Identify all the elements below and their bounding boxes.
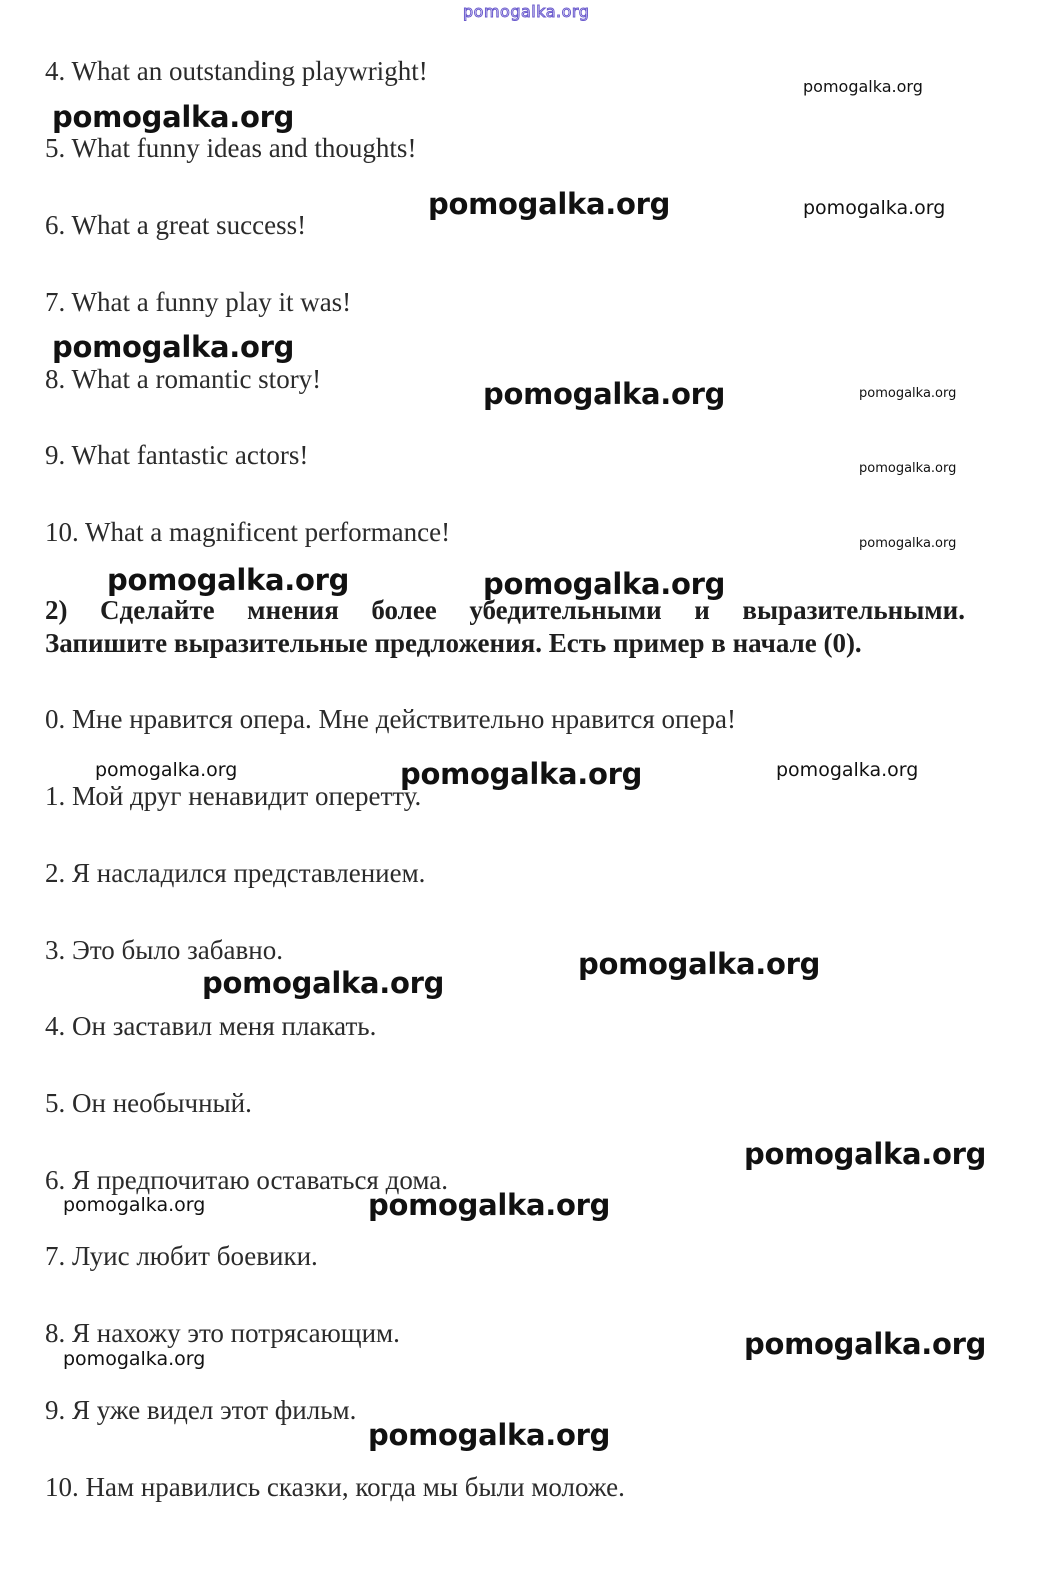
russian-item: 5. Он необычный. [45, 1088, 252, 1118]
example-sentence: 0. Мне нравится опера. Мне действительно нравится опера! [45, 704, 736, 734]
watermark: pomogalka.org [859, 461, 957, 476]
watermark: pomogalka.org [107, 563, 350, 597]
watermark: pomogalka.org [95, 759, 238, 781]
watermark: pomogalka.org [368, 1418, 611, 1452]
english-item: 9. What fantastic actors! [45, 440, 309, 470]
watermark: pomogalka.org [744, 1137, 987, 1171]
watermark: pomogalka.org [483, 567, 726, 601]
watermark: pomogalka.org [52, 330, 295, 364]
watermark: pomogalka.org [428, 187, 671, 221]
watermark: pomogalka.org [400, 757, 643, 791]
task-heading-line1: 2) Сделайте мнения более убедительными и выразительными. [45, 595, 965, 625]
english-item: 4. What an outstanding playwright! [45, 56, 428, 86]
english-item: 5. What funny ideas and thoughts! [45, 133, 417, 163]
russian-item: 8. Я нахожу это потрясающим. [45, 1318, 400, 1348]
russian-item: 7. Луис любит боевики. [45, 1241, 318, 1271]
watermark: pomogalka.org [859, 386, 957, 401]
russian-item: 6. Я предпочитаю оставаться дома. [45, 1165, 448, 1195]
task-heading [45, 594, 965, 660]
watermark: pomogalka.org [63, 1194, 206, 1216]
watermark: pomogalka.org [803, 77, 923, 96]
russian-item: 3. Это было забавно. [45, 935, 283, 965]
watermark: pomogalka.org [63, 1348, 206, 1370]
english-item: 10. What a magnificent performance! [45, 517, 451, 547]
watermark: pomogalka.org [483, 377, 726, 411]
watermark: pomogalka.org [463, 2, 590, 21]
english-item: 6. What a great success! [45, 210, 307, 240]
watermark: pomogalka.org [578, 947, 821, 981]
russian-item: 2. Я насладился представлением. [45, 858, 426, 888]
watermark: pomogalka.org [776, 759, 919, 781]
watermark: pomogalka.org [368, 1188, 611, 1222]
russian-item: 10. Нам нравились сказки, когда мы были моложе. [45, 1472, 625, 1502]
task-heading-line2: Запишите выразительные предложения. Есть пример в начале (0). [45, 628, 862, 658]
watermark: pomogalka.org [202, 966, 445, 1000]
watermark: pomogalka.org [744, 1327, 987, 1361]
watermark: pomogalka.org [859, 536, 957, 551]
english-item: 7. What a funny play it was! [45, 287, 352, 317]
russian-item: 9. Я уже видел этот фильм. [45, 1395, 357, 1425]
english-item: 8. What a romantic story! [45, 364, 322, 394]
watermark: pomogalka.org [803, 197, 946, 219]
russian-item: 4. Он заставил меня плакать. [45, 1011, 377, 1041]
russian-item: 1. Мой друг ненавидит оперетту. [45, 781, 422, 811]
watermark: pomogalka.org [52, 100, 295, 134]
